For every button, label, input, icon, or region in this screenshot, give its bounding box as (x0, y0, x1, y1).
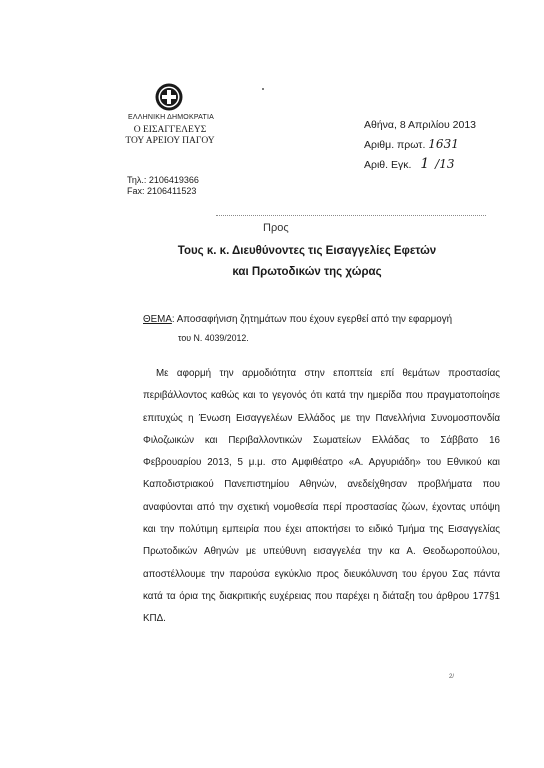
contact-info (127, 175, 199, 197)
office-line-2: ΤΟΥ ΑΡΕΙΟΥ ΠΑΓΟΥ (125, 136, 215, 146)
dotted-divider (216, 215, 486, 216)
protocol-number (364, 135, 476, 155)
subject-block (143, 311, 452, 347)
circular-label: Αριθ. Εγκ. (364, 159, 412, 171)
office-line-1: Ο ΕΙΣΑΓΓΕΛΕΥΣ (133, 125, 207, 135)
subject-text: : Αποσαφήνιση ζητημάτων που έχουν εγερθεί από την εφαρμογή (171, 314, 453, 325)
circular-value: 1 (420, 156, 430, 172)
circular-year: /13 (435, 157, 455, 171)
addressee (150, 241, 464, 283)
protocol-value: 1631 (428, 137, 459, 151)
issuing-office (104, 125, 236, 147)
addressee-line-1: Τους κ. κ. Διευθύνοντες τις Εισαγγελίες Εφετών (177, 245, 437, 257)
scan-speck (262, 88, 264, 90)
subject-continuation: του Ν. 4039/2012. (178, 333, 249, 343)
republic-label: ΕΛΛΗΝΙΚΗ ΔΗΜΟΚΡΑΤΙΑ (127, 114, 215, 121)
page-mark: 2/ (449, 674, 455, 680)
telephone: Τηλ.: 2106419366 (127, 175, 199, 185)
letter-date: Αθήνα, 8 Απριλίου 2013 (364, 119, 477, 131)
greek-coat-of-arms-icon (154, 82, 184, 112)
protocol-label: Αριθμ. πρωτ. (364, 139, 426, 151)
reference-block (364, 116, 476, 175)
circular-number (364, 155, 476, 175)
fax: Fax: 2106411523 (127, 186, 197, 196)
addressee-line-2: και Πρωτοδικών της χώρας (232, 266, 382, 278)
body-paragraph: Με αφορμή την αρμοδιότητα στην εποπτεία επί θεμάτων προστασίας περιβάλλοντος καθώς και το γεγονός ότι κατά την ημερίδα που πραγματοποίησε επιτυχώς η Ένωση Εισαγγελέων Ελλάδος με την Πανελλήνια Συνομοσπονδία Φιλοζωικών και Περιβαλλοντικών Σωματείων Ελλάδας το Σάββατο 16 Φεβρουαρίου 2013, 5 μ.μ. στο Αμφιθέατρο «Α. Αργυριάδη» του Εθνικού και Καποδιστριακού Πανεπιστημίου Αθηνών, ανεδείχθησαν προβλήματα που αναφύονται από την σχετική νομοθεσία περί προστασίας ζώων, έχοντας υπόψη και την πολύτιμη εμπειρία που έχει αποκτήσει το ειδικό Τμήμα της Εισαγγελίας Πρωτοδικών Αθηνών με υπεύθυνη εισαγγελέα την κα Α. Θεοδωροπούλου, αποστέλλουμε την παρούσα εγκύκλιο προς διευκόλυνση του έργου Σας πάντα κατά τα όρια της διακριτικής ευχέρειας που παρέχει η διάταξη του άρθρου 177§1 ΚΠΔ. (143, 368, 500, 625)
subject-label: ΘΕΜΑ (143, 314, 172, 325)
to-label: Προς (263, 222, 289, 234)
